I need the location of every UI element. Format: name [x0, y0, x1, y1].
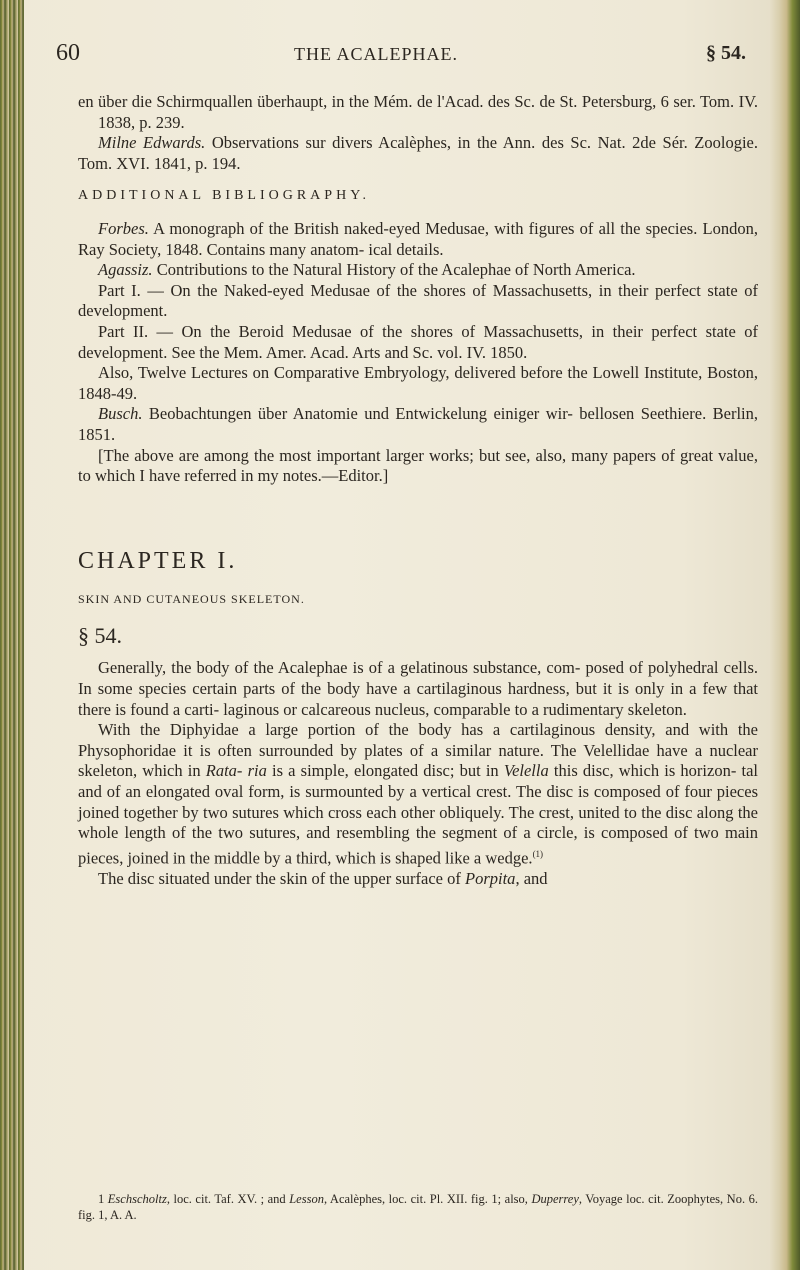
p2-text-c: this disc, which is horizon- tal and of an elongated oval form, is surmounted by a vertical crest. The disc is composed of four pieces joined together by two sutures which cross each other obliquely. The crest, united to the disc along the whole length of the two sutures, and resembling the segment of a circle, is composed of two main pieces, joined in the middle by a third, which is shaped like a wedge.: [78, 761, 758, 868]
footnote-ref: (1): [532, 848, 544, 859]
agassiz-lectures: Also, Twelve Lectures on Comparative Embryology, delivered before the Lowell Institute, Boston, 1848-49.: [78, 363, 758, 403]
fn-author-lesson: Lesson: [289, 1192, 324, 1206]
footnote-number: 1: [98, 1192, 108, 1206]
section-paragraph-2: [78, 720, 758, 869]
entry-text-agassiz: Contributions to the Natural History of the Acalephae of North America.: [152, 260, 636, 280]
fn-text-b: , Acalèphes, loc. cit. Pl. XII. fig. 1; also,: [323, 1192, 532, 1206]
author-agassiz: Agassiz.: [98, 260, 153, 280]
author-milne: Milne Edwards.: [98, 133, 206, 153]
entry-text-milne: Observations sur divers Acalèphes, in the Ann. des Sc. Nat. 2de Sér. Zoologie. Tom. XVI. 1841, p. 194.: [78, 133, 758, 173]
body-text: [78, 92, 758, 890]
entry-text-forbes: A monograph of the British naked-eyed Medusae, with figures of all the species. London, Ray Society, 1848. Contains many anatom- ical details.: [78, 218, 758, 259]
footnotes: [78, 1192, 758, 1223]
p2-text-b: is a simple, elongated disc; but in: [266, 761, 504, 781]
taxon-velella: Velella: [503, 761, 549, 781]
bibliography-entry-milne: [78, 133, 758, 174]
binding-left-edge: [0, 0, 24, 1270]
fn-text-a: , loc. cit. Taf. XV. ; and: [166, 1192, 290, 1206]
author-busch: Busch.: [98, 404, 143, 424]
footnote-1: [78, 1192, 758, 1223]
p3-text-a: The disc situated under the skin of the upper surface of: [98, 868, 466, 888]
p2-text-a: With the Diphyidae a large portion of the body has a cartilaginous density, and with the Physophoridae it is often surrounded by plates of a similar nature. The Velellidae have a nuclear skeleton, which in: [78, 720, 758, 781]
entry-text-busch: Beobachtungen über Anatomie und Entwickelung einiger wir- bellosen Seethiere. Berlin, 1851.: [78, 404, 758, 444]
bibliography-entry-forbes: [78, 219, 758, 260]
section-mark: § 54.: [78, 622, 122, 648]
page-header: [56, 40, 746, 70]
bibliography-entry-agassiz: [78, 260, 758, 281]
agassiz-part-2: Part II. — On the Beroid Medusae of the shores of Massachusetts, in their perfect state of development. See the Mem. Amer. Acad. Arts and Sc. vol. IV. 1850.: [78, 321, 758, 362]
fn-author-eschscholtz: Eschscholtz: [107, 1192, 167, 1206]
editor-note: [The above are among the most important larger works; but see, also, many papers of great value, to which I have referred in my notes.—Editor.]: [78, 445, 758, 486]
fn-text-c: , Voyage loc. cit. Zoophytes, No. 6. fig. 1, A. A.: [78, 1192, 758, 1222]
section-paragraph-1: Generally, the body of the Acalephae is of a gelatinous substance, com- posed of polyhedral cells. In some species certain parts of the body have a cartilaginous hardness, but it is only in a few that there is found a carti- laginous or calcareous nucleus, comparable to a rudimentary skeleton.: [78, 658, 758, 719]
fn-author-duperrey: Duperrey: [531, 1192, 579, 1206]
additional-bibliography-heading: ADDITIONAL BIBLIOGRAPHY.: [78, 188, 370, 204]
p3-text-b: , and: [515, 868, 548, 888]
section-paragraph-3: [78, 869, 758, 890]
binding-right-edge: [770, 0, 800, 1270]
bibliography-continuation: en über die Schirmquallen überhaupt, in the Mém. de l'Acad. des Sc. de St. Petersburg, 6 ser. Tom. IV. 1838, p. 239.: [78, 92, 758, 132]
bibliography-entry-busch: [78, 404, 758, 445]
chapter-title: CHAPTER I.: [78, 547, 238, 574]
chapter-subtitle: SKIN AND CUTANEOUS SKELETON.: [78, 592, 305, 607]
taxon-rataria: Rata- ria: [205, 761, 267, 781]
taxon-porpita: Porpita: [465, 868, 516, 888]
page-number: 60: [56, 40, 80, 66]
header-section-ref: § 54.: [706, 42, 746, 64]
agassiz-part-1: Part I. — On the Naked-eyed Medusae of the shores of Massachusetts, in their perfect state of development.: [78, 280, 758, 321]
running-title: THE ACALEPHAE.: [294, 44, 458, 64]
author-forbes: Forbes.: [98, 218, 149, 238]
